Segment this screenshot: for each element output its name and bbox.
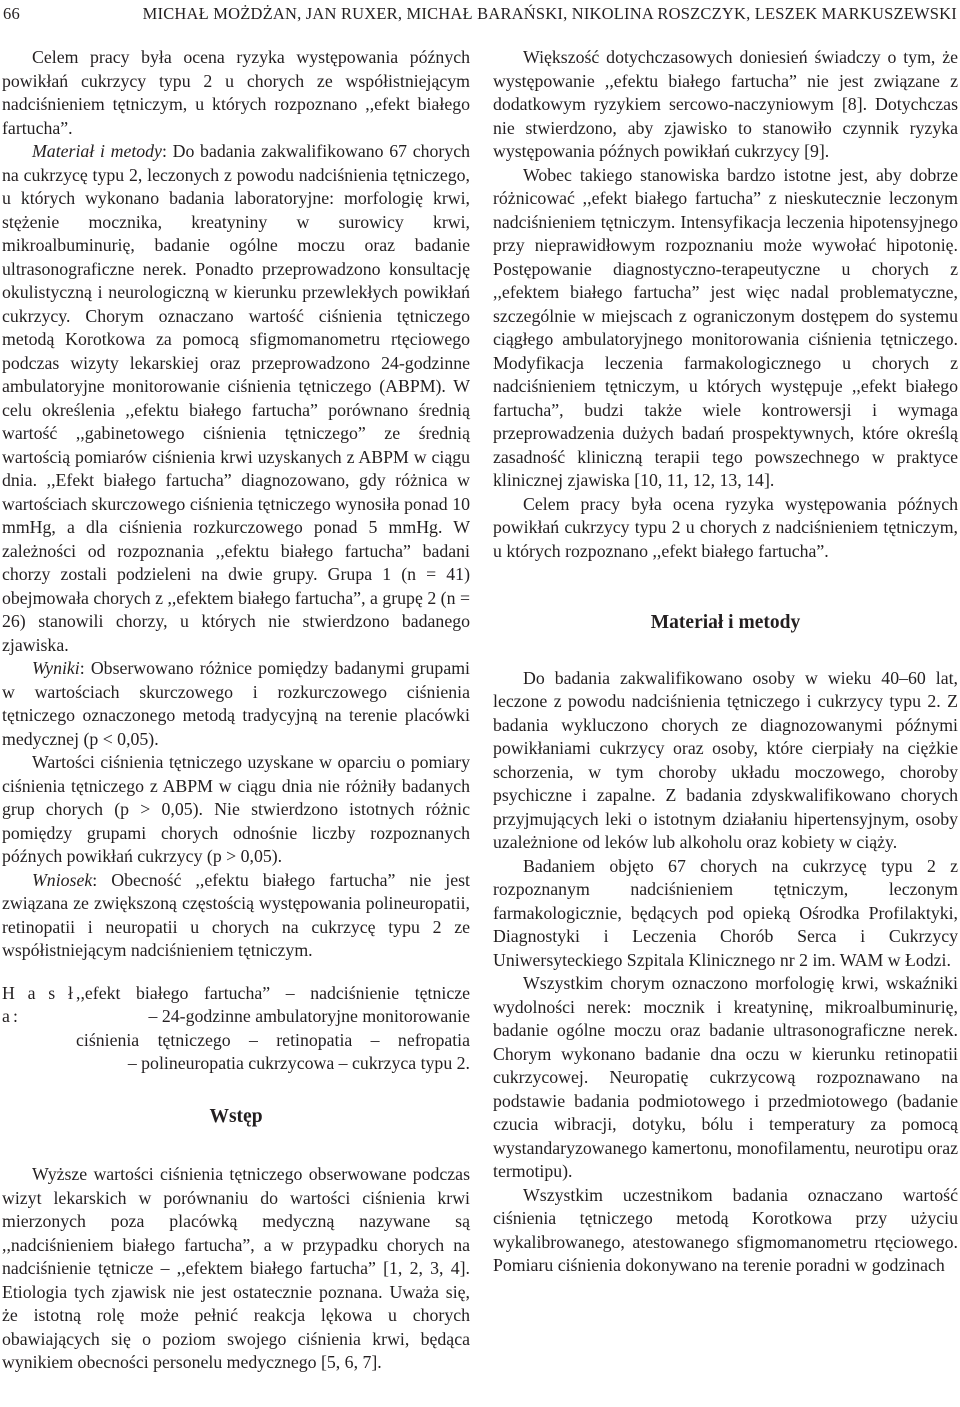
right-column	[493, 46, 958, 1278]
methods-paragraph: Do badania zakwalifikowano osoby w wieku 40–60 lat, leczone z powodu nadciśnienia tętniczego i cukrzycy typu 2. Z badania wykluczono chorych ze diagnozowanymi późnymi powikłaniami cukrzycy oraz osoby, które cierpiały na ciężkie schorzenia, w tym choroby układu moczowego, choroby psychiczne i zapalne. Z badania zdyskwalifikowano chorych przyjmujących leki o istotnym działaniu hipertensyjnym, osoby uzależnione od leków lub alkoholu oraz kobiety w ciąży.	[493, 667, 958, 852]
keywords-line: – polineuropatia cukrzycowa – cukrzyca typu 2.	[127, 1053, 470, 1073]
abstract-methods	[2, 140, 470, 657]
abstract-conclusion	[2, 869, 470, 963]
abstract-results-2: Wartości ciśnienia tętniczego uzyskane w oparciu o pomiary ciśnienia tętniczego z ABPM w ciągu dnia nie różniły badanych grup chorych (p > 0,05). Nie stwierdzono istotnych różnic pomiędzy grupami chorych odnośnie liczby rozpoznanych późnych powikłań cukrzycy (p > 0,05).	[2, 752, 470, 866]
intro-paragraph: Wyższe wartości ciśnienia tętniczego obserwowane podczas wizyt lekarskich w porównaniu do wartości ciśnienia krwi mierzonych poza placówką medyczną nazywane są ,,nadciśnieniem białego fartucha”, a w przypadku chorych na nadciśnienie tętnicze – ,,efektem białego fartucha” [1, 2, 3, 4]. Etiologia tych zjawisk nie jest ostatecznie poznana. Uważa się, że istotną rolę może pełnić reakcja lękowa u chorych obawiających się o poziom swojego ciśnienia krwi, będąca wynikiem obecności personelu medycznego [5, 6, 7].	[2, 1164, 470, 1372]
methods-paragraph: Wszystkim chorym oznaczono morfologię krwi, wskaźniki wydolności nerek: mocznik i kreatyninę, mikroalbuminurię, badanie ogólne moczu oraz badanie ultrasonograficzne nerek. Chorym wykonano badanie dna oczu w kierunku retinopatii cukrzycowej. Neuropatię cukrzycową rozpoznawano na podstawie badania podmiotowego i przedmiotowego (badanie czucia wibracji, dotyku, bólu i temperatury za pomocą wystandaryzowanego kamertonu, monofilamentu, neurotipu oraz termotipu).	[493, 973, 958, 1181]
keywords-line: – 24-godzinne ambulatoryjne monitorowanie	[148, 1006, 470, 1026]
left-column	[2, 46, 470, 1375]
keywords-label: H a s ł a:	[2, 982, 76, 1026]
page-number: 66	[3, 4, 20, 23]
results-text: : Obserwowano różnice pomiędzy badanymi grupami w wartościach skurczowego i rozkurczowego ciśnienia tętniczego oznaczonego metodą tradycyjną na terenie placówki medycznej (p < 0,05).	[2, 658, 470, 749]
methods-text: : Do badania zakwalifikowano 67 chorych na cukrzycę typu 2, leczonych z powodu nadciśnienia tętniczego, u których wykonano badania laboratoryjne: morfologię krwi, stężenie mocznika, kreatyniny w surowicy krwi, mikroalbuminurię, badanie ogólne moczu oraz badanie ultrasonograficzne nerek. Ponadto przeprowadzono konsultację okulistyczną i neurologiczną w kierunku przewlekłych powikłań cukrzycy. Chorym oznaczano wartość ciśnienia tętniczego metodą Korotkowa za pomocą sfigmomanometru rtęciowego podczas wizyty lekarskiej oraz przeprowadzono 24-godzinne ambulatoryjne monitorowanie ciśnienia tętniczego (ABPM). W celu określenia ,,efektu białego fartucha” porównano średnią wartość ,,gabinetowego ciśnienia tętniczego” ze średnią wartością pomiarów ciśnienia krwi uzyskanych z ABPM w ciągu dnia. ,,Efekt białego fartucha” diagnozowano, gdy różnica w wartościach skurczowego ciśnienia tętniczego wynosiła ponad 10 mmHg, a dla ciśnienia rozkurczowego ponad 5 mmHg. W zależności od rozpoznania ,,efektu białego fartucha” badani chorzy zostali podzieleni na dwie grupy. Grupa 1 (n = 41) obejmowała chorych z ,,efektem białego fartucha”, a grupę 2 (n = 26) stanowili chorzy, u których nie stwierdzono badanego zjawiska.	[2, 141, 470, 655]
methods-paragraph: Badaniem objęto 67 chorych na cukrzycę typu 2 z rozpoznanym nadciśnieniem tętniczym, leczonym farmakologicznie, będących pod opieką Ośrodka Profilaktyki, Diagnostyki i Leczenia Chorób Serca i Cukrzycy Uniwersyteckiego Szpitala Klinicznego nr 2 im. WAM w Łodzi.	[493, 855, 958, 970]
conclusion-text: : Obecność ,,efektu białego fartucha” nie jest związana ze zwiększoną częstością występowania polineuropatii, retinopatii i neuropatii u chorych na cukrzycę typu 2 ze współistniejącym nadciśnieniem tętniczym.	[2, 869, 470, 960]
intro-paragraph: Wobec takiego stanowiska bardzo istotne jest, aby dobrze różnicować ,,efekt białego fartucha” z nieskutecznie leczonym nadciśnieniem tętniczym. Intensyfikacja leczenia hipotensyjnego przy nieprawidłowym rozpoznaniu może wywołać hipotonię. Postępowanie diagnostyczno-terapeutyczne u chorych z ,,efektem białego fartucha” jest więc nadal problematyczne, szczególnie w miejscach z ograniczonym dostępem do systemu ciągłego ambulatoryjnego monitorowania ciśnienia tętniczego. Modyfikacja leczenia farmakologicznego u chorych z nadciśnieniem tętniczym, u których występuje ,,efekt białego fartucha”, budzi także wiele kontrowersji i wymaga przeprowadzenia dużych badań prospektywnych, które określą zasadność kliniczną terapii tego powszechnego w praktyce klinicznej zjawiska [10, 11, 12, 13, 14].	[493, 164, 958, 490]
keywords-block	[2, 982, 470, 1076]
running-header-authors: MICHAŁ MOŻDŻAN, JAN RUXER, MICHAŁ BARAŃSKI, NIKOLINA ROSZCZYK, LESZEK MARKUSZEWSKI	[142, 4, 957, 23]
keywords-text	[76, 982, 470, 1076]
methods-paragraph: Wszystkim uczestnikom badania oznaczano wartość ciśnienia tętniczego metodą Korotkowa przy użyciu wykalibrowanego, atestowanego sfigmomanometru rtęciowego. Pomiaru ciśnienia dokonywano na terenie poradni w godzinach	[493, 1184, 958, 1275]
results-label: Wyniki	[32, 658, 80, 678]
abstract-aim: Celem pracy była ocena ryzyka występowania późnych powikłań cukrzycy typu 2 u chorych ze współistniejącym nadciśnieniem tętniczym, u których rozpoznano ,,efekt białego fartucha”.	[2, 47, 470, 138]
intro-paragraph: Większość dotychczasowych doniesień świadczy o tym, że występowanie ,,efektu białego fartucha” nie jest związane z dodatkowym ryzykiem sercowo-naczyniowym [8]. Dotychczas nie stwierdzono, aby zjawisko to stanowiło czynnik ryzyka występowania późnych powikłań cukrzycy [9].	[493, 47, 958, 161]
methods-label: Materiał i metody	[32, 141, 162, 161]
methods-heading: Materiał i metody	[650, 612, 801, 633]
keywords-line: ,,efekt białego fartucha” – nadciśnienie tętnicze	[76, 982, 470, 1003]
abstract-results	[2, 657, 470, 751]
conclusion-label: Wniosek	[32, 869, 93, 890]
intro-heading: Wstęp	[209, 1105, 263, 1127]
keywords-line: ciśnienia tętniczego – retinopatia – nefropatia	[76, 1029, 470, 1050]
running-header	[3, 4, 957, 26]
intro-paragraph: Celem pracy była ocena ryzyka występowania późnych powikłań cukrzycy typu 2 u chorych z nadciśnieniem tętniczym, u których rozpoznano ,,efekt białego fartucha”.	[493, 493, 958, 561]
